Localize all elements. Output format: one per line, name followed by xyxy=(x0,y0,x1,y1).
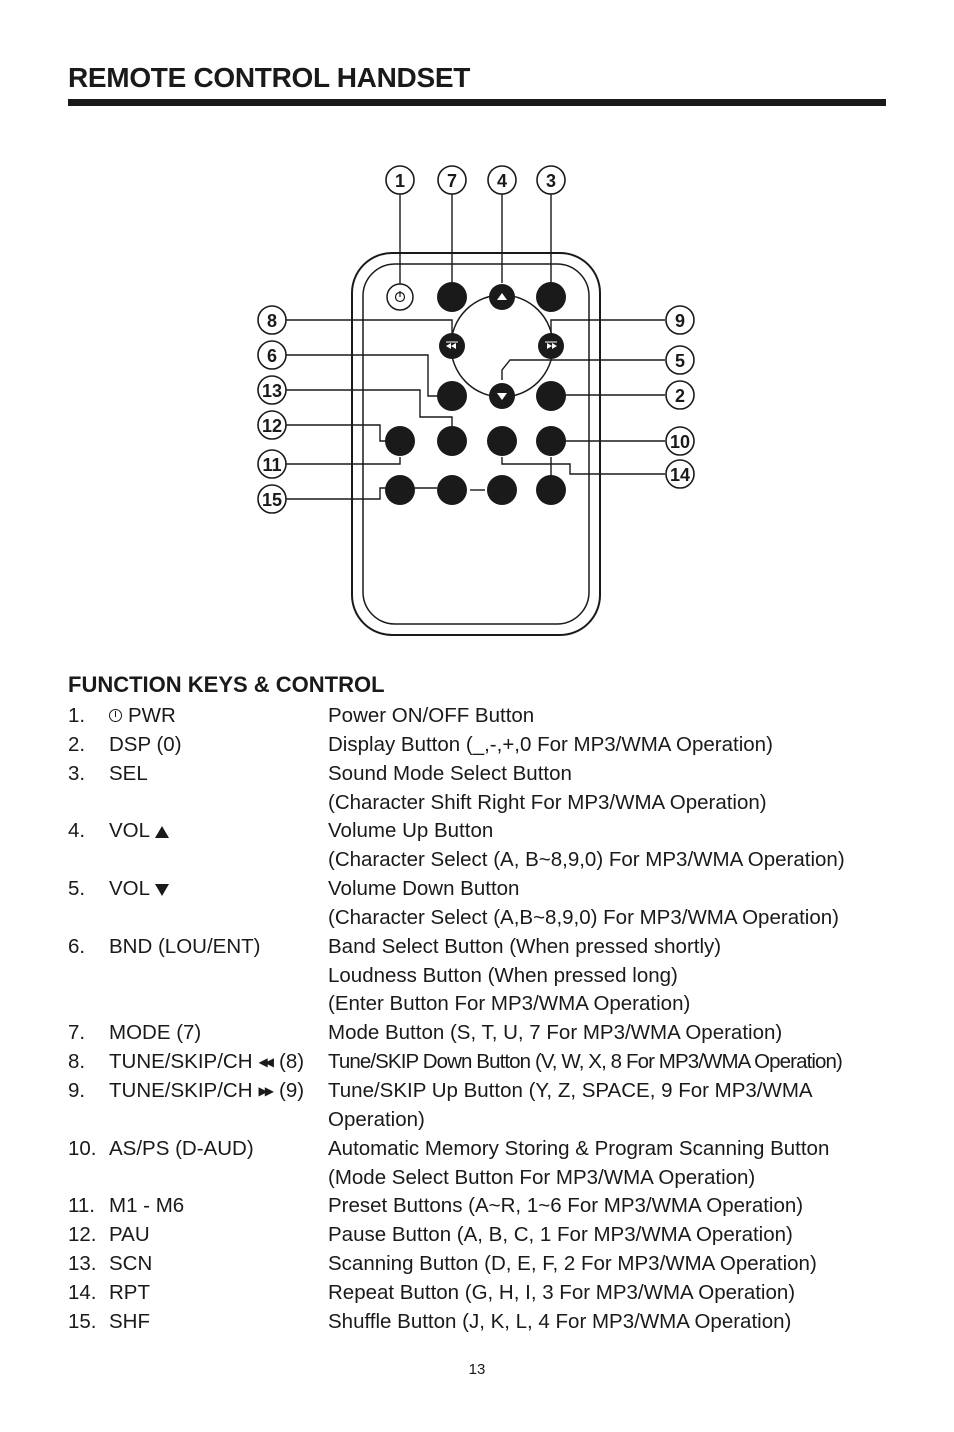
item-number: 12. xyxy=(68,1223,97,1247)
callout-2: 2 xyxy=(674,386,686,406)
bnd-button xyxy=(437,381,467,411)
key-description: (Character Shift Right For MP3/WMA Operation) xyxy=(328,790,767,814)
key-description: Sound Mode Select Button xyxy=(328,761,572,785)
callout-10: 10 xyxy=(669,432,691,452)
key-description: Shuffle Button (J, K, L, 4 For MP3/WMA Operation) xyxy=(328,1309,792,1333)
item-number: 8. xyxy=(68,1050,86,1074)
sel-button xyxy=(536,282,566,312)
key-description: Operation) xyxy=(328,1107,425,1131)
item-number: 13. xyxy=(68,1252,97,1276)
callout-5: 5 xyxy=(674,351,686,371)
key-label: VOL xyxy=(109,875,169,904)
m-button xyxy=(385,475,415,505)
key-label: SEL xyxy=(109,761,148,785)
function-row xyxy=(68,1048,908,1077)
key-description: Automatic Memory Storing & Program Scanning Button xyxy=(328,1136,830,1160)
function-row-continued xyxy=(68,789,908,818)
function-list xyxy=(68,702,908,1337)
key-description: Pause Button (A, B, C, 1 For MP3/WMA Operation) xyxy=(328,1223,793,1247)
dpad-ring xyxy=(451,295,553,397)
function-row xyxy=(68,1077,908,1106)
callout-15: 15 xyxy=(261,490,283,510)
function-row xyxy=(68,1308,908,1337)
remote-buttons xyxy=(385,282,566,505)
function-row xyxy=(68,933,908,962)
key-description: (Mode Select Button For MP3/WMA Operation) xyxy=(328,1165,756,1189)
function-row xyxy=(68,702,908,731)
item-number: 4. xyxy=(68,819,86,843)
key-description: Mode Button (S, T, U, 7 For MP3/WMA Operation) xyxy=(328,1021,783,1045)
function-row-continued xyxy=(68,846,908,875)
item-number: 1. xyxy=(68,704,86,727)
skip-forward-icon: ▶▶ xyxy=(258,1084,271,1099)
key-label: M1 - M6 xyxy=(109,1194,185,1218)
item-number: 7. xyxy=(68,1021,86,1045)
item-number: 9. xyxy=(68,1078,86,1102)
triangle-down-icon xyxy=(155,884,169,896)
key-label: SHF xyxy=(109,1309,150,1333)
function-row xyxy=(68,1279,908,1308)
scn-button xyxy=(437,426,467,456)
item-number: 6. xyxy=(68,934,86,958)
key-description: Scanning Button (D, E, F, 2 For MP3/WMA Operation) xyxy=(328,1252,817,1276)
function-row xyxy=(68,731,908,760)
m-button xyxy=(536,475,566,505)
item-number: 14. xyxy=(68,1280,97,1304)
function-row-continued xyxy=(68,1106,908,1135)
callout-12: 12 xyxy=(261,416,283,436)
function-row-continued xyxy=(68,1164,908,1193)
item-number: 11. xyxy=(68,1194,95,1218)
callout-13: 13 xyxy=(261,381,283,401)
rpt-button xyxy=(487,426,517,456)
key-label: PWR xyxy=(109,702,176,731)
remote-control-diagram xyxy=(0,0,954,660)
function-row xyxy=(68,1135,908,1164)
item-number: 10. xyxy=(68,1136,97,1160)
callout-14: 14 xyxy=(669,465,691,485)
function-row xyxy=(68,817,908,846)
page-title: REMOTE CONTROL HANDSET xyxy=(68,62,470,93)
mode-button xyxy=(437,282,467,312)
item-number: 2. xyxy=(68,732,86,756)
callout-6: 6 xyxy=(266,346,278,366)
key-description: Preset Buttons (A~R, 1~6 For MP3/WMA Operation) xyxy=(328,1194,804,1218)
key-description: (Character Select (A, B~8,9,0) For MP3/WMA Operation) xyxy=(328,848,845,872)
function-row xyxy=(68,760,908,789)
key-description: (Enter Button For MP3/WMA Operation) xyxy=(328,992,691,1016)
triangle-up-icon xyxy=(155,826,169,838)
callout-11: 11 xyxy=(262,455,282,475)
pau-button xyxy=(385,426,415,456)
key-label: AS/PS (D-AUD) xyxy=(109,1136,254,1160)
key-label: TUNE/SKIP/CH ◀◀ (8) xyxy=(109,1050,305,1074)
callout-4: 4 xyxy=(496,171,508,191)
key-description: (Character Select (A,B~8,9,0) For MP3/WMA Operation) xyxy=(328,905,839,929)
key-description: Power ON/OFF Button xyxy=(328,704,535,727)
key-description: Tune/SKIP Down Button (V, W, X, 8 For MP3/WMA Operation) xyxy=(328,1050,842,1074)
key-label: MODE (7) xyxy=(109,1021,202,1045)
section-heading: FUNCTION KEYS & CONTROL xyxy=(68,672,385,697)
callout-9: 9 xyxy=(674,311,686,331)
function-row xyxy=(68,1019,908,1048)
key-description: Volume Down Button xyxy=(328,877,520,901)
key-label: PAU xyxy=(109,1223,150,1247)
callout-3: 3 xyxy=(545,171,557,191)
page-number: 13 xyxy=(468,1361,486,1378)
function-row-continued xyxy=(68,904,908,933)
m-button xyxy=(487,475,517,505)
function-row-continued xyxy=(68,962,908,991)
function-row-continued xyxy=(68,990,908,1019)
shf-button xyxy=(536,426,566,456)
key-label: VOL xyxy=(109,817,169,846)
key-label: SCN xyxy=(109,1252,153,1276)
key-label: BND (LOU/ENT) xyxy=(109,934,261,958)
key-description: Display Button (_,-,+,0 For MP3/WMA Operation) xyxy=(328,732,773,756)
function-row xyxy=(68,1192,908,1221)
m-button xyxy=(437,475,467,505)
skip-back-icon: ◀◀ xyxy=(258,1055,271,1070)
dsp-button xyxy=(536,381,566,411)
key-label: DSP (0) xyxy=(109,732,182,756)
item-number: 15. xyxy=(68,1309,97,1333)
key-description: Band Select Button (When pressed shortly) xyxy=(328,934,722,958)
key-description: Volume Up Button xyxy=(328,819,494,843)
function-row xyxy=(68,1221,908,1250)
key-description: Repeat Button (G, H, I, 3 For MP3/WMA Operation) xyxy=(328,1280,796,1304)
key-description: Tune/SKIP Up Button (Y, Z, SPACE, 9 For MP3/WMA xyxy=(328,1078,813,1102)
key-label: TUNE/SKIP/CH ▶▶ (9) xyxy=(109,1078,305,1102)
key-description: Loudness Button (When pressed long) xyxy=(328,963,678,987)
key-label: RPT xyxy=(109,1280,150,1304)
callout-8: 8 xyxy=(266,311,278,331)
item-number: 3. xyxy=(68,761,86,785)
item-number: 5. xyxy=(68,877,86,901)
callout-7: 7 xyxy=(446,171,458,191)
function-row xyxy=(68,1250,908,1279)
power-icon xyxy=(109,709,122,722)
callout-1: 1 xyxy=(394,171,406,191)
function-row xyxy=(68,875,908,904)
